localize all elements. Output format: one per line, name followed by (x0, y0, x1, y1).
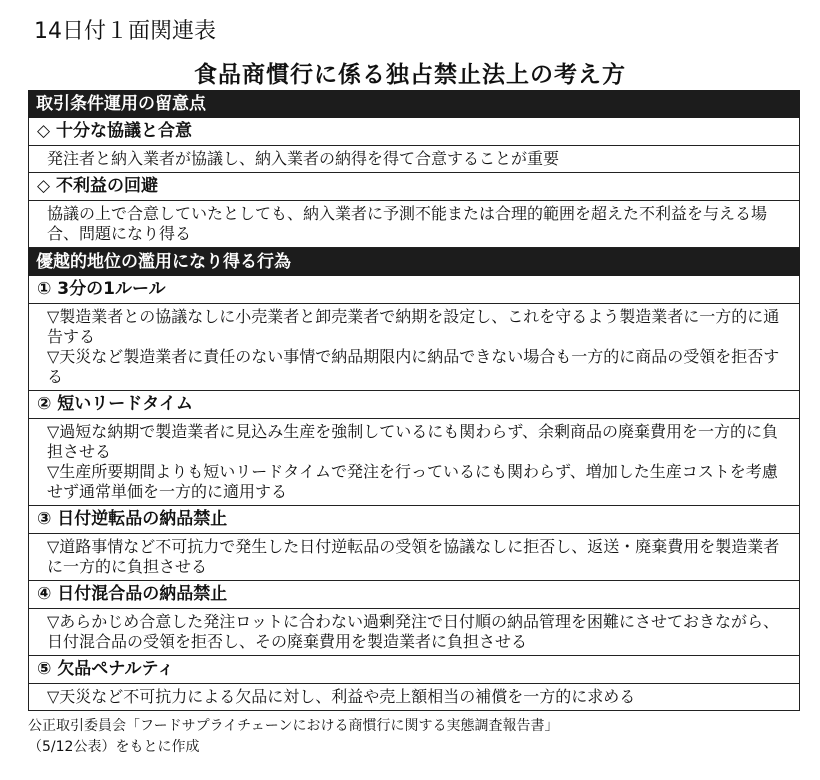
item-line: ▽あらかじめ合意した発注ロットに合わない過剰発注で日付順の納品管理を困難にさせておきながら、日付混合品の受領を拒否し、その廃棄費用を製造業者に負担させる (47, 612, 779, 651)
item-heading: ② 短いリードタイム (28, 391, 800, 419)
item-line: ▽製造業者との協議なしに小売業者と卸売業者で納期を設定し、これを守るよう製造業者に一方的に通告する (47, 307, 780, 346)
section-heading: 優越的地位の濫用になり得る行為 (28, 248, 800, 276)
item-heading: ③ 日付逆転品の納品禁止 (28, 506, 800, 534)
item-body (28, 609, 800, 656)
item-heading: ① 3分の1ルール (28, 276, 800, 304)
item-heading: ◇ 十分な協議と合意 (28, 118, 800, 146)
item-line: ▽生産所要期間よりも短いリードタイムで発注を行っているにも関わらず、増加した生産コストを考慮せず通常単価を一方的に適用する (47, 462, 778, 501)
item-line: 協議の上で合意していたとしても、納入業者に予測不能または合理的範囲を超えた不利益を与える場合、問題になり得る (47, 204, 768, 243)
item-heading: ◇ 不利益の回避 (28, 173, 800, 201)
source-line: 公正取引委員会「フードサプライチェーンにおける商慣行に関する実態調査報告書」 (28, 718, 559, 734)
item-line: ▽過短な納期で製造業者に見込み生産を強制しているにも関わらず、余剰商品の廃棄費用を一方的に負担させる (47, 422, 779, 461)
section-heading: 取引条件運用の留意点 (28, 90, 800, 118)
source-note (28, 716, 558, 758)
item-line: ▽天災など不可抗力による欠品に対し、利益や売上額相当の補償を一方的に求める (47, 687, 636, 706)
item-heading: ⑤ 欠品ペナルティ (28, 656, 800, 684)
item-body (28, 201, 800, 248)
item-body (28, 534, 800, 581)
item-line: ▽天災など製造業者に責任のない事情で納品期限内に納品できない場合も一方的に商品の受領を拒否する (47, 347, 780, 386)
item-heading: ④ 日付混合品の納品禁止 (28, 581, 800, 609)
item-body (28, 419, 800, 506)
main-title: 食品商慣行に係る独占禁止法上の考え方 (194, 62, 626, 88)
source-line: （5/12公表）をもとに作成 (28, 739, 200, 755)
item-body (28, 146, 800, 173)
item-body (28, 304, 800, 391)
item-line: ▽道路事情など不可抗力で発生した日付逆転品の受領を協議なしに拒否し、返送・廃棄費用を製造業者に一方的に負担させる (47, 537, 780, 576)
item-body (28, 684, 800, 711)
guidelines-table (28, 90, 800, 711)
page-label: 14日付１面関連表 (34, 19, 216, 44)
item-line: 発注者と納入業者が協議し、納入業者の納得を得て合意することが重要 (47, 149, 560, 168)
